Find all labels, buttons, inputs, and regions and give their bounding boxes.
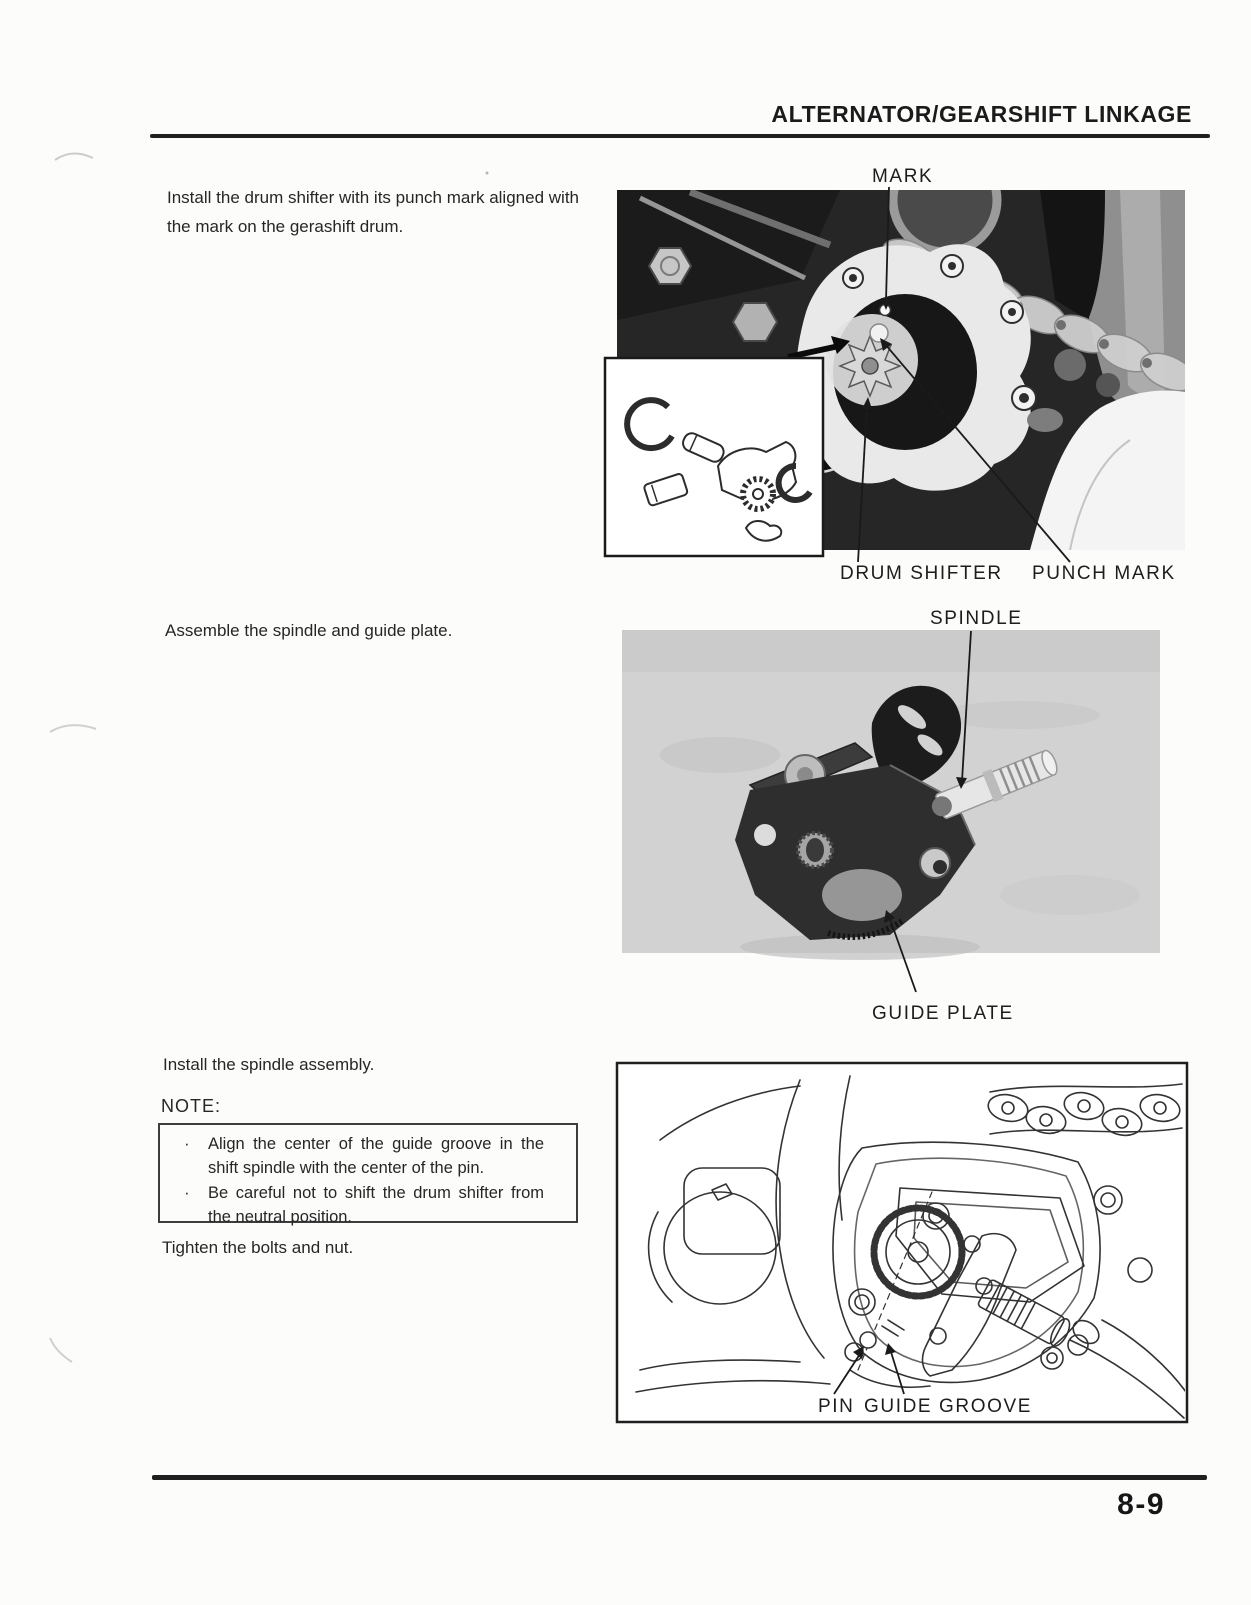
figure-spindle-install-drawing — [600, 1040, 1200, 1460]
label-drum-shifter: DRUM SHIFTER — [840, 563, 1003, 584]
note-box — [158, 1123, 578, 1226]
inset-exploded-parts — [605, 358, 823, 556]
label-guide-groove: GUIDE GROOVE — [864, 1396, 1033, 1417]
note-label: NOTE: — [161, 1096, 222, 1116]
note-item — [184, 1181, 566, 1229]
note-item — [184, 1132, 566, 1180]
label-mark: MARK — [872, 166, 934, 187]
figure-drum-shifter-photo — [600, 160, 1200, 590]
label-guide-plate: GUIDE PLATE — [872, 1003, 1014, 1024]
step-tighten: Tighten the bolts and nut. — [162, 1238, 354, 1257]
step-install-spindle: Install the spindle assembly. — [163, 1055, 375, 1074]
bullet-dot: · — [184, 1183, 190, 1202]
note-item-text: Align the center of the guide groove in the shift spindle with the center of the pin. — [208, 1135, 544, 1177]
bullet-dot: · — [184, 1134, 190, 1153]
footer-rule — [152, 1475, 1207, 1480]
page-number: 8-9 — [1117, 1488, 1165, 1521]
label-pin: PIN — [818, 1396, 855, 1417]
label-punch-mark: PUNCH MARK — [1032, 563, 1176, 584]
step-assemble-spindle: Assemble the spindle and guide plate. — [165, 621, 453, 640]
step-install-drum-shifter: Install the drum shifter with its punch mark aligned with the mark on the gerashift drum. — [167, 188, 579, 237]
spindle-photo-art — [622, 630, 1160, 960]
label-spindle: SPINDLE — [930, 608, 1023, 629]
figure-spindle-photo — [600, 595, 1200, 1035]
header-rule — [150, 134, 1210, 138]
note-item-text: Be careful not to shift the drum shifter from the neutral position. — [208, 1184, 544, 1226]
page-title: ALTERNATOR/GEARSHIFT LINKAGE — [771, 101, 1192, 127]
